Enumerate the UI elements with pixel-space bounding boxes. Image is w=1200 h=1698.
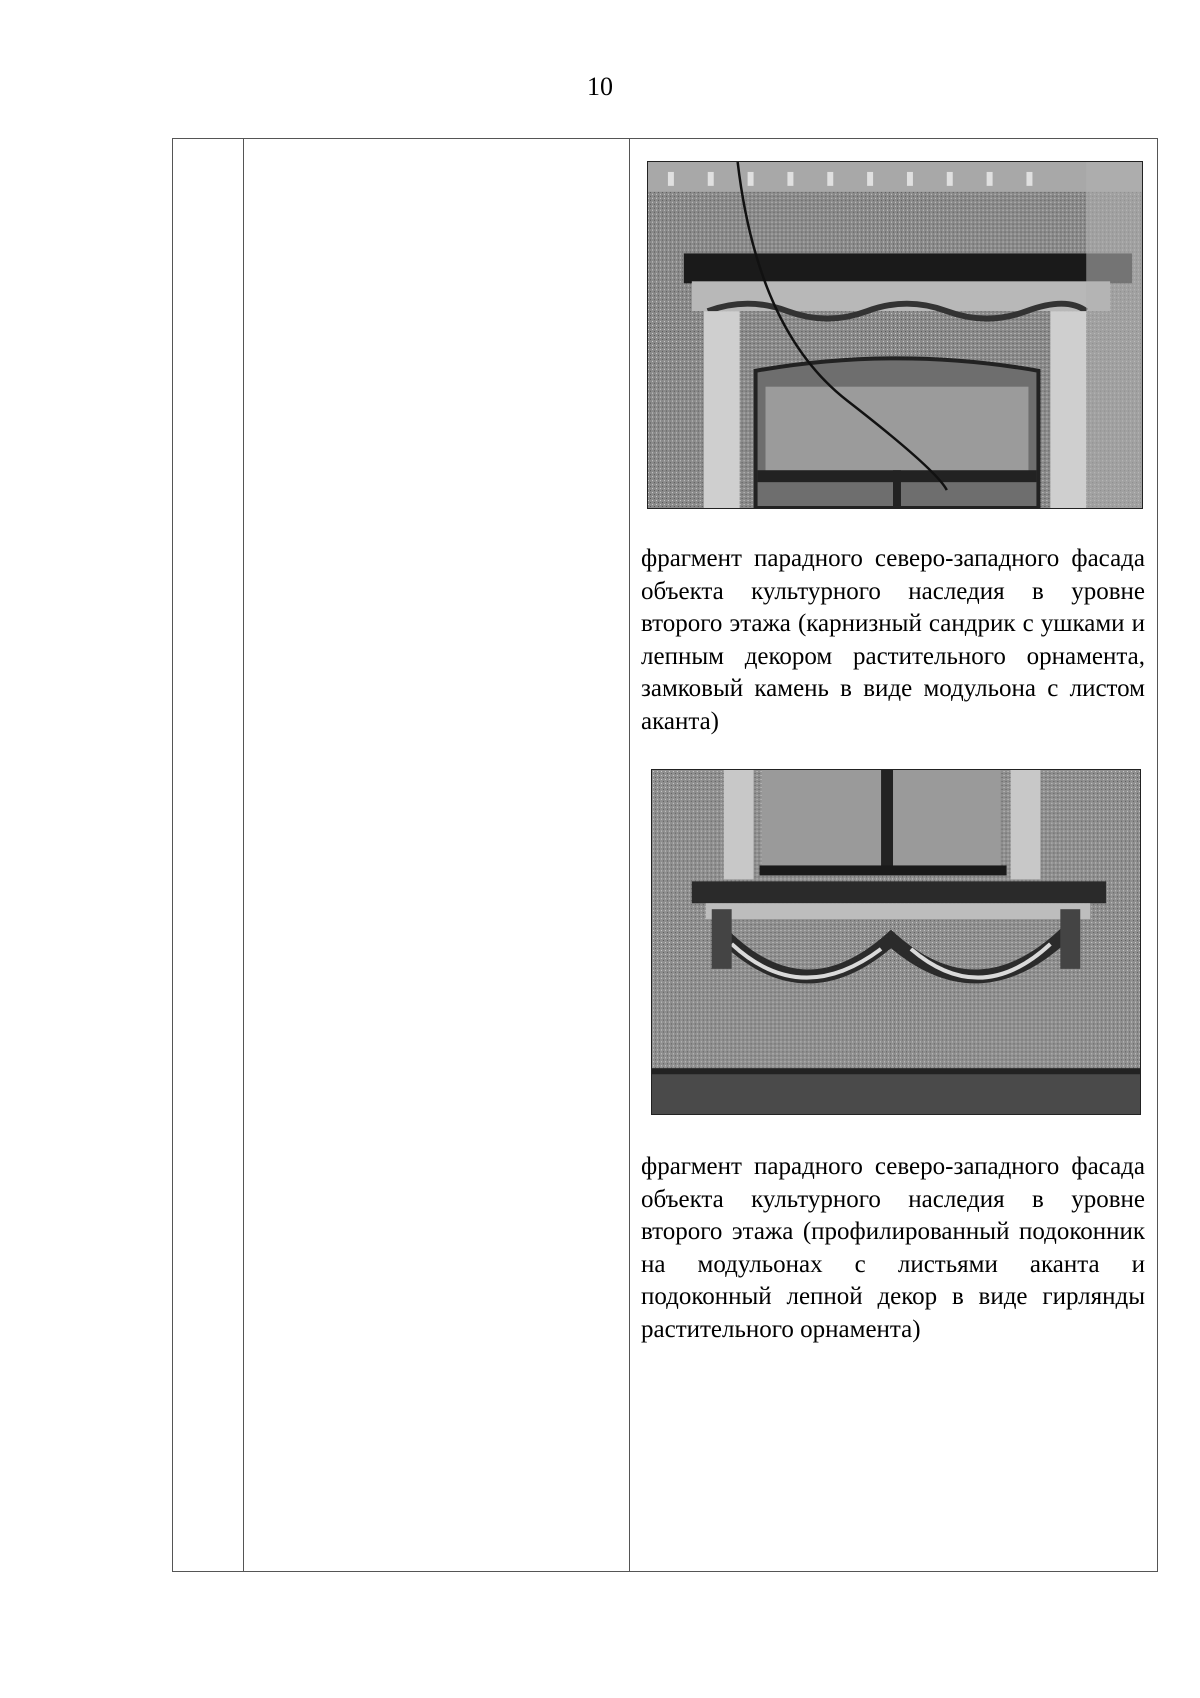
page-number: 10 bbox=[587, 72, 613, 101]
photo-caption-1: фрагмент парадного северо-западного фасада объекта культурного наследия в уровне второго этажа (карнизный сандрик с ушками и лепным декором растительного орнамента, замковый камень в виде модульона с листом аканта) bbox=[641, 545, 1145, 735]
photo-window-sill-image bbox=[652, 770, 1140, 1114]
photo-caption-2: фрагмент парадного северо-западного фасада объекта культурного наследия в уровне второго этажа (профилированный подоконник на модульонах с листьями аканта и подоконный лепной декор в виде гирлянды растительного орнамента) bbox=[641, 1153, 1145, 1343]
document-table bbox=[172, 138, 1158, 1572]
column-divider bbox=[629, 139, 630, 1571]
photo-window-sandrik bbox=[647, 161, 1143, 509]
photo-window-sandrik-image bbox=[648, 162, 1142, 508]
photo-window-sill bbox=[651, 769, 1141, 1115]
photo-column bbox=[631, 139, 1157, 1571]
column-divider bbox=[243, 139, 244, 1571]
